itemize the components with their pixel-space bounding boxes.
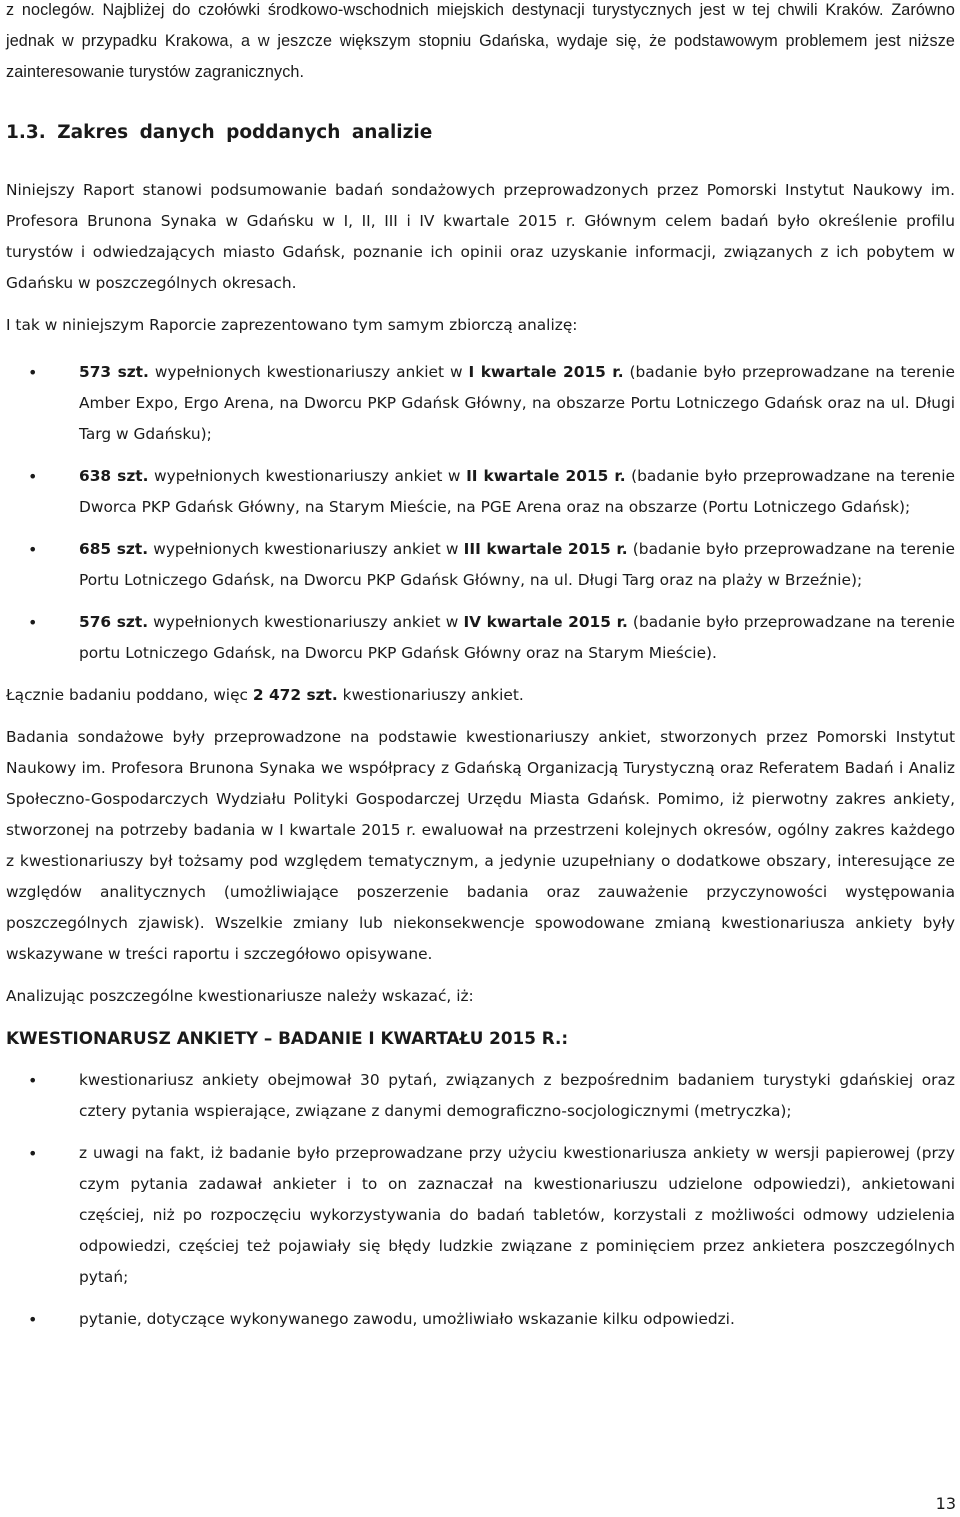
bullet-icon: • <box>28 467 38 486</box>
total-paragraph <box>6 680 955 711</box>
quarter-details: (badanie było przeprowadzane na terenie Portu Lotniczego Gdańsk, na Dworcu PKP Gdańsk Główny, na ul. Długi Targ oraz na plaży w Brzeźnie); <box>79 540 955 589</box>
quarter-count: 573 szt. <box>79 363 149 381</box>
quarter-label: II kwartale 2015 r. <box>466 467 626 485</box>
total-text: kwestionariuszy ankiet. <box>337 686 524 704</box>
quarter-text: wypełnionych kwestionariuszy ankiet w <box>148 613 464 631</box>
list-item-text: z uwagi na fakt, iż badanie było przeprowadzane przy użyciu kwestionariusza ankiety w wersji papierowej (przy czym pytania zadawał ankieter i to on zaznaczał na kwestionariuszu udzielone odpowiedzi), ankietowani częściej, niż po rozpoczęciu wykorzystywania do badań tabletów, korzystali z możliwości odmowy udzielenia odpowiedzi, częściej też pojawiały się błędy ludzkie związane z pominięciem przez ankietera poszczególnych pytań; <box>79 1144 955 1286</box>
list-item <box>6 607 955 669</box>
quarter-text: wypełnionych kwestionariuszy ankiet w <box>148 467 467 485</box>
quarter-text: wypełnionych kwestionariuszy ankiet w <box>148 540 464 558</box>
quarter-label: I kwartale 2015 r. <box>468 363 624 381</box>
list-item <box>6 357 955 450</box>
document-page <box>6 0 955 1335</box>
questionnaire-list <box>6 1065 955 1335</box>
list-item <box>6 1138 955 1293</box>
total-text: Łącznie badaniu poddano, więc <box>6 686 253 704</box>
page-number: 13 <box>935 1494 956 1513</box>
list-item-text: kwestionariusz ankiety obejmował 30 pytań, związanych z bezpośrednim badaniem turystyki gdańskiej oraz cztery pytania wspierające, związane z danymi demograficzno-socjologicznymi (metryczka); <box>79 1071 955 1120</box>
methodology-paragraph: Badania sondażowe były przeprowadzone na podstawie kwestionariuszy ankiet, stworzonych przez Pomorski Instytut Naukowy im. Profesora Brunona Synaka we współpracy z Gdańską Organizacją Turystyczną oraz Referatem Badań i Analiz Społeczno-Gospodarczych Wydziału Polityki Gospodarczej Urzędu Miasta Gdańsk. Pomimo, iż pierwotny zakres ankiety, stworzonej na potrzeby badania w I kwartale 2015 r. ewaluował na przestrzeni kolejnych okresów, ogólny zakres każdego z kwestionariuszy był tożsamy pod względem tematycznym, a jedynie uzupełniany o dodatkowe obszary, interesujące ze względów analitycznych (umożliwiające poszerzenie badania oraz zauważenie przyczynowości występowania poszczególnych zjawisk). Wszelkie zmiany lub niekonsekwencje spowodowane zmianą kwestionariusza ankiety były wskazywane w treści raportu i szczegółowo opisywane. <box>6 728 955 963</box>
top-paragraph: z noclegów. Najbliżej do czołówki środkowo-wschodnich miejskich destynacji turystycznych jest w tej chwili Kraków. Zarówno jednak w przypadku Krakowa, a w jeszcze większym stopniu Gdańska, wydaje się, że podstawowym problemem jest niższe zainteresowanie turystów zagranicznych. <box>6 1 955 81</box>
quarter-label: III kwartale 2015 r. <box>463 540 628 558</box>
bullet-icon: • <box>28 1310 38 1329</box>
quarters-list <box>6 357 955 669</box>
list-item-text: pytanie, dotyczące wykonywanego zawodu, umożliwiało wskazanie kilku odpowiedzi. <box>79 1310 735 1328</box>
list-item <box>6 461 955 523</box>
bullet-icon: • <box>28 613 38 632</box>
bullet-icon: • <box>28 540 38 559</box>
quarter-label: IV kwartale 2015 r. <box>463 613 628 631</box>
analysis-lead: I tak w niniejszym Raporcie zaprezentowano tym samym zbiorczą analizę: <box>6 316 578 334</box>
list-item <box>6 1304 955 1335</box>
bullet-icon: • <box>28 1071 38 1090</box>
section-heading: 1.3. Zakres danych poddanych analizie <box>6 122 433 143</box>
bullet-icon: • <box>28 363 38 382</box>
questionnaire-heading: KWESTIONARUSZ ANKIETY – BADANIE I KWARTAŁU 2015 R.: <box>6 1028 569 1048</box>
quarter-count: 638 szt. <box>79 467 149 485</box>
list-item <box>6 534 955 596</box>
total-value: 2 472 szt. <box>252 686 338 704</box>
analysis-note: Analizując poszczególne kwestionariusze należy wskazać, iż: <box>6 987 474 1005</box>
list-item <box>6 1065 955 1127</box>
quarter-count: 685 szt. <box>79 540 149 558</box>
quarter-details: (badanie było przeprowadzane na terenie Dworca PKP Gdańsk Główny, na Starym Mieście, na PGE Arena oraz na obszarze (Portu Lotniczego Gdańsk); <box>79 467 955 516</box>
quarter-details: (badanie było przeprowadzane na terenie portu Lotniczego Gdańsk, na Dworcu PKP Gdańsk Główny oraz na Starym Mieście). <box>79 613 955 662</box>
quarter-count: 576 szt. <box>79 613 149 631</box>
intro-paragraph: Niniejszy Raport stanowi podsumowanie badań sondażowych przeprowadzonych przez Pomorski Instytut Naukowy im. Profesora Brunona Synaka w Gdańsku w I, II, III i IV kwartale 2015 r. Głównym celem badań było określenie profilu turystów i odwiedzających miasto Gdańsk, poznanie ich opinii oraz uzyskanie informacji, związanych z ich pobytem w Gdańsku w poszczególnych okresach. <box>6 181 955 292</box>
quarter-details: (badanie było przeprowadzane na terenie Amber Expo, Ergo Arena, na Dworcu PKP Gdańsk Główny, na obszarze Portu Lotniczego Gdańsk oraz na ul. Długi Targ w Gdańsku); <box>79 363 955 443</box>
quarter-text: wypełnionych kwestionariuszy ankiet w <box>148 363 469 381</box>
bullet-icon: • <box>28 1144 38 1163</box>
